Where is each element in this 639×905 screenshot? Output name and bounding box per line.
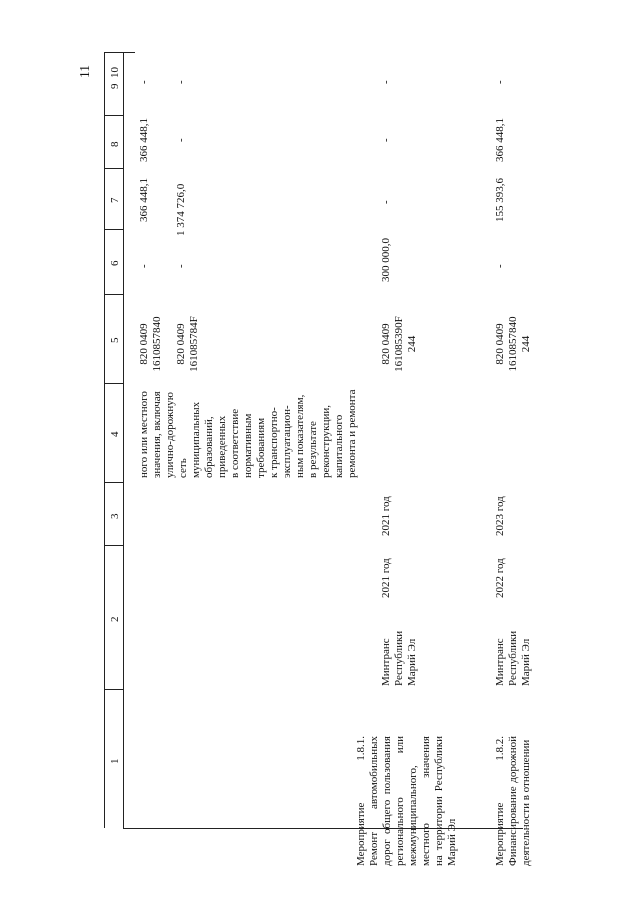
row1-end-year: 2021 год <box>380 496 392 536</box>
row0-col9: 366 448,1 <box>138 118 150 162</box>
row2-codes: 820 0409 1610857840 244 <box>494 316 532 372</box>
row0-description: ного или местного значения, включая улично-дорожную сеть муниципальных образований, приведенных в соответствие нормативным требованиям к транспортно- эксплуатацион- ным показателям, в результате реконструкции, капитального ремонта и ремонта <box>138 389 358 478</box>
row1-executor: Минтранс Республики Марий Эл <box>380 630 418 686</box>
row1-codes: 820 0409 161085390F 244 <box>380 316 418 372</box>
page-number: 11 <box>77 65 92 78</box>
header-row-top <box>104 52 105 828</box>
row0-col7: - <box>138 264 150 268</box>
sep-9-10 <box>104 52 124 53</box>
row0-codes-b: 820 0409 161085784F <box>175 316 200 372</box>
row2-col9: 366 448,1 <box>494 118 506 162</box>
sep-2-3 <box>104 545 124 546</box>
col-header-10: 10 <box>109 67 121 78</box>
sep-8-9 <box>104 115 124 116</box>
col-header-6: 6 <box>109 260 121 266</box>
col-header-7: 7 <box>109 197 121 203</box>
row2-col10: - <box>494 80 506 84</box>
col-header-4: 4 <box>109 431 121 437</box>
row0-col10-b: - <box>175 80 187 84</box>
sep-1-2 <box>104 689 124 690</box>
row1-col10: - <box>380 80 392 84</box>
row0-col8: 366 448,1 <box>138 178 150 222</box>
row2-start-year: 2022 год <box>494 558 506 598</box>
row2-col8: 155 393,6 <box>494 178 506 222</box>
col-header-1: 1 <box>109 758 121 764</box>
row2-end-year: 2023 год <box>494 496 506 536</box>
table-left-line <box>123 828 523 829</box>
col-header-9: 9 <box>109 83 121 89</box>
row1-col9: - <box>380 138 392 142</box>
row0-codes-a: 820 0409 1610857840 <box>138 316 163 372</box>
row0-col8-b: 1 374 726,0 <box>175 183 187 236</box>
sep-3-4 <box>104 482 124 483</box>
row1-event: Мероприятие 1.8.1. Ремонт автомобильных дорог общего пользования регионального или межмуниципального, местного значения на территории Республики Марий Эл <box>355 736 458 866</box>
row2-col7: - <box>494 264 506 268</box>
sep-7-8 <box>104 168 124 169</box>
row1-col7: 300 000,0 <box>380 238 392 282</box>
col-header-5: 5 <box>109 337 121 343</box>
row0-col7-b: - <box>175 264 187 268</box>
header-row-boundary <box>123 52 124 828</box>
col-header-3: 3 <box>109 513 121 519</box>
sep-6-7 <box>104 229 124 230</box>
col-header-2: 2 <box>109 616 121 622</box>
row1-start-year: 2021 год <box>380 558 392 598</box>
row2-executor: Минтранс Республики Марий Эл <box>494 630 532 686</box>
row0-col9-b: - <box>175 138 187 142</box>
row1-col8: - <box>380 200 392 204</box>
col-header-8: 8 <box>109 141 121 147</box>
row2-event: Мероприятие 1.8.2. Финансирование дорожной деятельности в отношении <box>494 736 532 866</box>
sep-5-6 <box>104 294 124 295</box>
row0-col10: - <box>138 80 150 84</box>
sep-4-5 <box>104 383 124 384</box>
